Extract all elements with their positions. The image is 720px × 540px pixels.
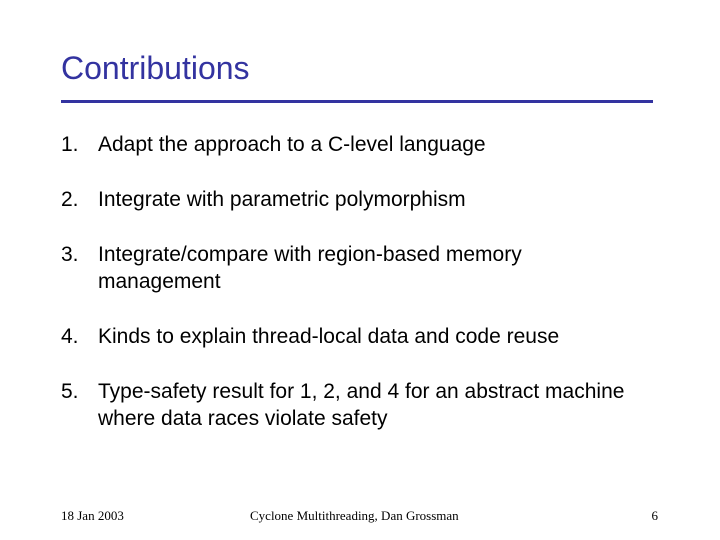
- item-text: Kinds to explain thread-local data and code reuse: [98, 325, 560, 348]
- list-item: [61, 378, 653, 432]
- list-item: [61, 323, 661, 350]
- slide-title: Contributions: [61, 50, 250, 86]
- title-underline: [61, 100, 653, 103]
- item-number: 1.: [61, 133, 79, 156]
- item-number: 4.: [61, 325, 79, 348]
- item-text: Integrate/compare with region-based memory management: [98, 243, 522, 293]
- list-item: [61, 186, 661, 213]
- item-text: Type-safety result for 1, 2, and 4 for an abstract machine where data races violate safety: [98, 380, 625, 430]
- item-number: 2.: [61, 188, 79, 211]
- item-number: 3.: [61, 243, 79, 266]
- item-number: 5.: [61, 380, 79, 403]
- contribution-list: [61, 131, 661, 432]
- list-item: [61, 131, 661, 158]
- footer-title: Cyclone Multithreading, Dan Grossman: [250, 508, 459, 523]
- item-text: Integrate with parametric polymorphism: [98, 188, 466, 211]
- list-item: [61, 241, 618, 295]
- footer-date: 18 Jan 2003: [61, 508, 124, 523]
- item-text: Adapt the approach to a C-level language: [98, 133, 486, 156]
- page-number: 6: [651, 508, 658, 523]
